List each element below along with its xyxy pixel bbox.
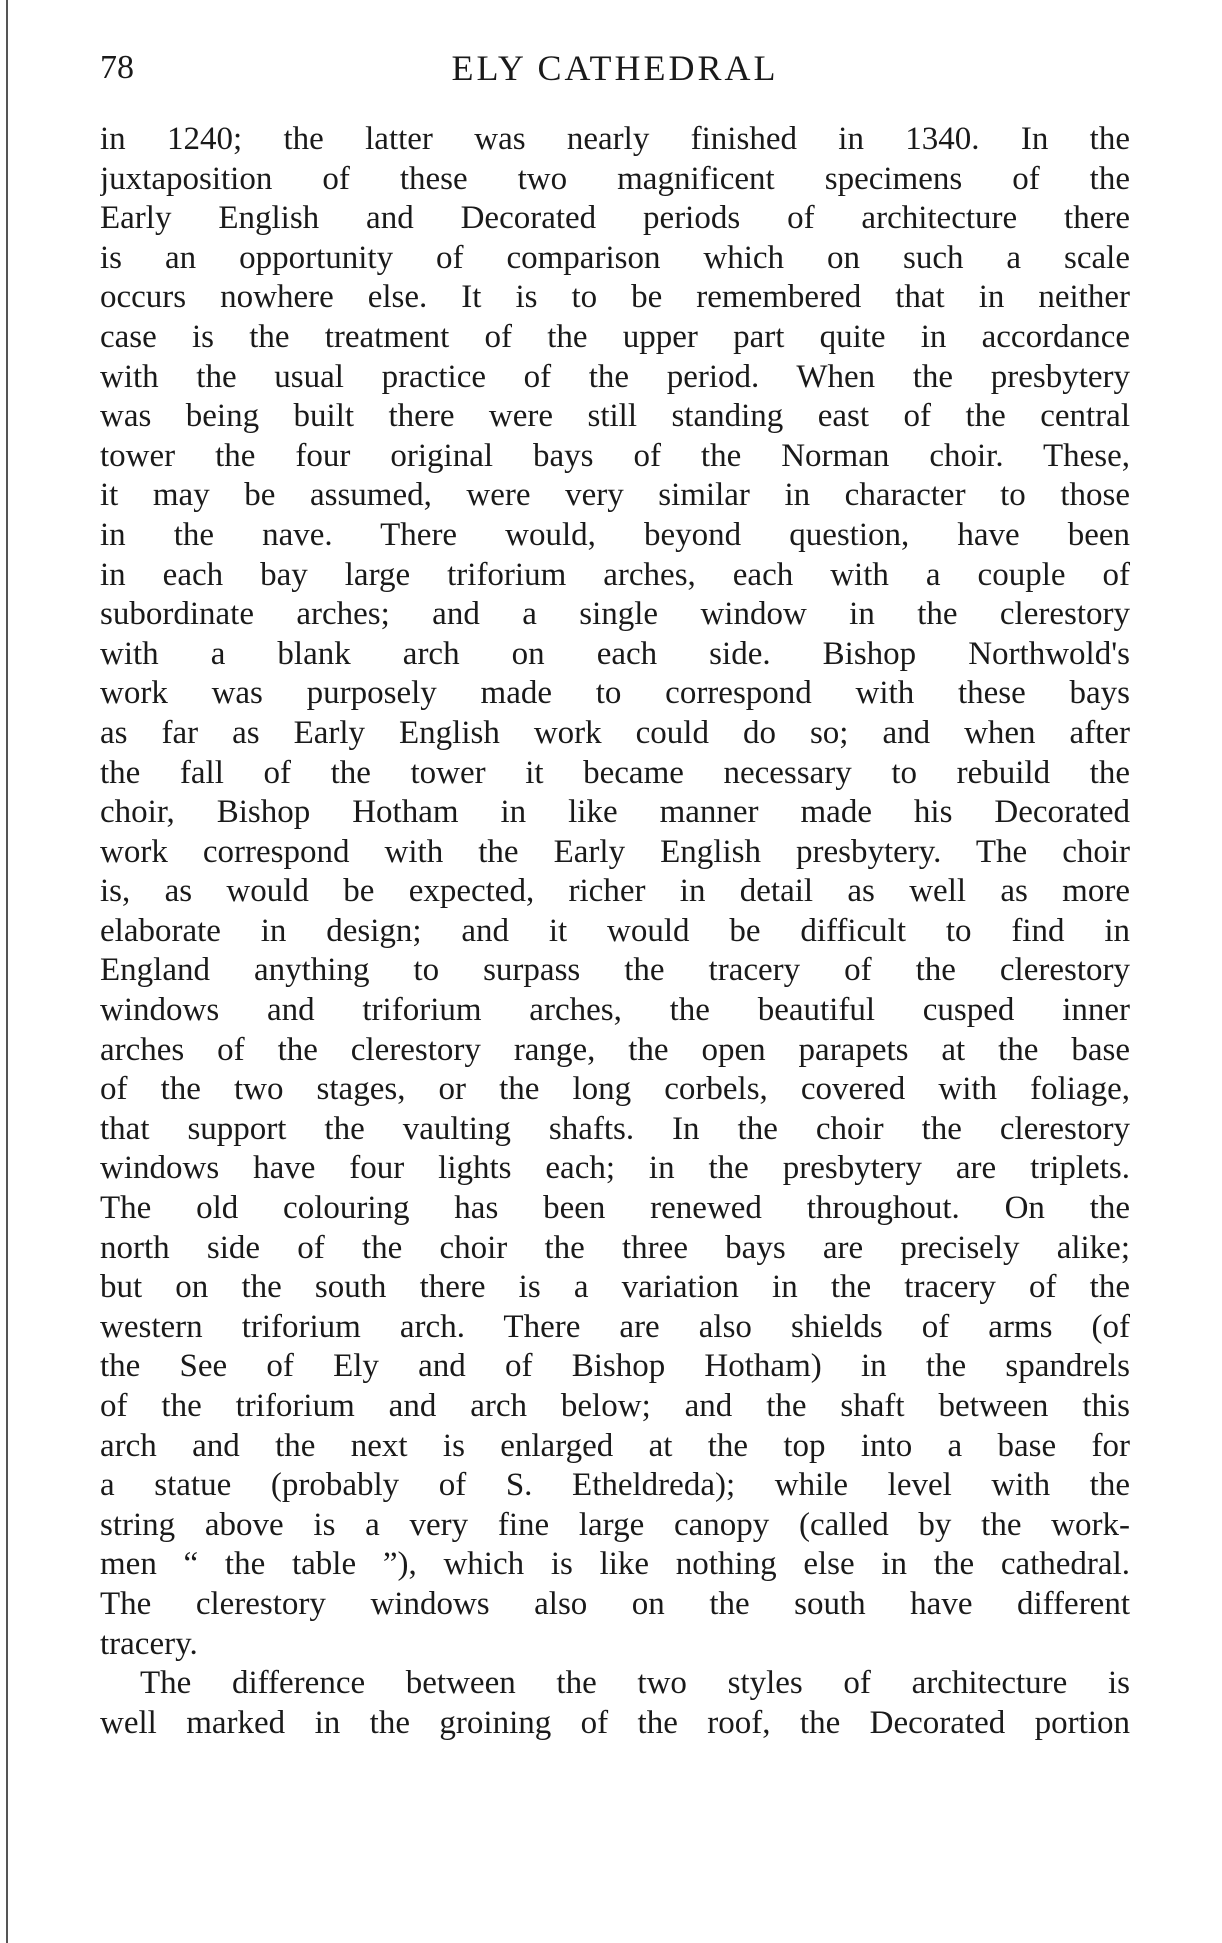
text-line: arches of the clerestory range, the open parapets at the base — [100, 1031, 1130, 1068]
text-line: occurs nowhere else. It is to be remembered that in neither — [100, 279, 1130, 316]
text-line: The old colouring has been renewed throughout. On the — [100, 1190, 1130, 1227]
text-line: The difference between the two styles of architecture is — [140, 1665, 1130, 1702]
page-number: 78 — [100, 49, 134, 86]
text-line: in the nave. There would, beyond question, have been — [100, 516, 1130, 553]
text-line: choir, Bishop Hotham in like manner made his Decorated — [100, 794, 1130, 831]
text-line: windows have four lights each; in the presbytery are triplets. — [100, 1150, 1130, 1187]
page-header — [100, 38, 1130, 98]
text-line: the See of Ely and of Bishop Hotham) in the spandrels — [100, 1348, 1130, 1385]
text-line: windows and triforium arches, the beautiful cusped inner — [100, 992, 1130, 1029]
text-line: tower the four original bays of the Norman choir. These, — [100, 437, 1130, 474]
text-line: case is the treatment of the upper part quite in accordance — [100, 318, 1130, 355]
text-line: elaborate in design; and it would be difficult to find in — [100, 912, 1130, 949]
text-line: subordinate arches; and a single window in the clerestory — [100, 596, 1130, 633]
body-text — [100, 120, 1130, 1743]
text-line: the fall of the tower it became necessary to rebuild the — [100, 754, 1130, 791]
text-line: is, as would be expected, richer in detail as well as more — [100, 873, 1130, 910]
text-line: of the triforium and arch below; and the shaft between this — [100, 1388, 1130, 1424]
text-line: arch and the next is enlarged at the top into a base for — [100, 1427, 1130, 1464]
text-line: tracery. — [100, 1625, 198, 1662]
text-line: in 1240; the latter was nearly finished in 1340. In the — [100, 121, 1130, 157]
text-line: a statue (probably of S. Etheldreda); while level with the — [100, 1467, 1130, 1504]
text-line: well marked in the groining of the roof, the Decorated portion — [100, 1704, 1130, 1741]
text-line: work was purposely made to correspond with these bays — [100, 675, 1130, 712]
text-line: was being built there were still standing east of the central — [100, 398, 1130, 435]
running-head: ELY CATHEDRAL — [451, 48, 779, 88]
text-line: The clerestory windows also on the south have different — [100, 1585, 1130, 1622]
text-line: juxtaposition of these two magnificent specimens of the — [100, 160, 1130, 197]
text-line: is an opportunity of comparison which on such a scale — [100, 239, 1130, 276]
page-binding-edge — [6, 0, 8, 1943]
text-line: men “ the table ”), which is like nothing else in the cathedral. — [100, 1546, 1130, 1583]
text-line: Early English and Decorated periods of architecture there — [100, 200, 1130, 237]
text-line: that support the vaulting shafts. In the choir the clerestory — [100, 1110, 1130, 1147]
text-line: as far as Early English work could do so; and when after — [100, 714, 1130, 751]
text-line: England anything to surpass the tracery of the clerestory — [100, 952, 1130, 989]
text-line: in each bay large triforium arches, each with a couple of — [100, 556, 1130, 593]
text-line: north side of the choir the three bays are precisely alike; — [100, 1229, 1130, 1266]
text-line: western triforium arch. There are also shields of arms (of — [100, 1308, 1130, 1345]
text-line: work correspond with the Early English presbytery. The choir — [100, 833, 1130, 870]
text-line: but on the south there is a variation in the tracery of the — [100, 1269, 1130, 1306]
text-line: it may be assumed, were very similar in character to those — [100, 477, 1130, 514]
text-line: with the usual practice of the period. When the presbytery — [100, 358, 1130, 395]
text-line: string above is a very fine large canopy (called by the work- — [100, 1506, 1130, 1543]
text-line: with a blank arch on each side. Bishop Northwold's — [100, 635, 1130, 672]
text-line: of the two stages, or the long corbels, covered with foliage, — [100, 1071, 1130, 1108]
